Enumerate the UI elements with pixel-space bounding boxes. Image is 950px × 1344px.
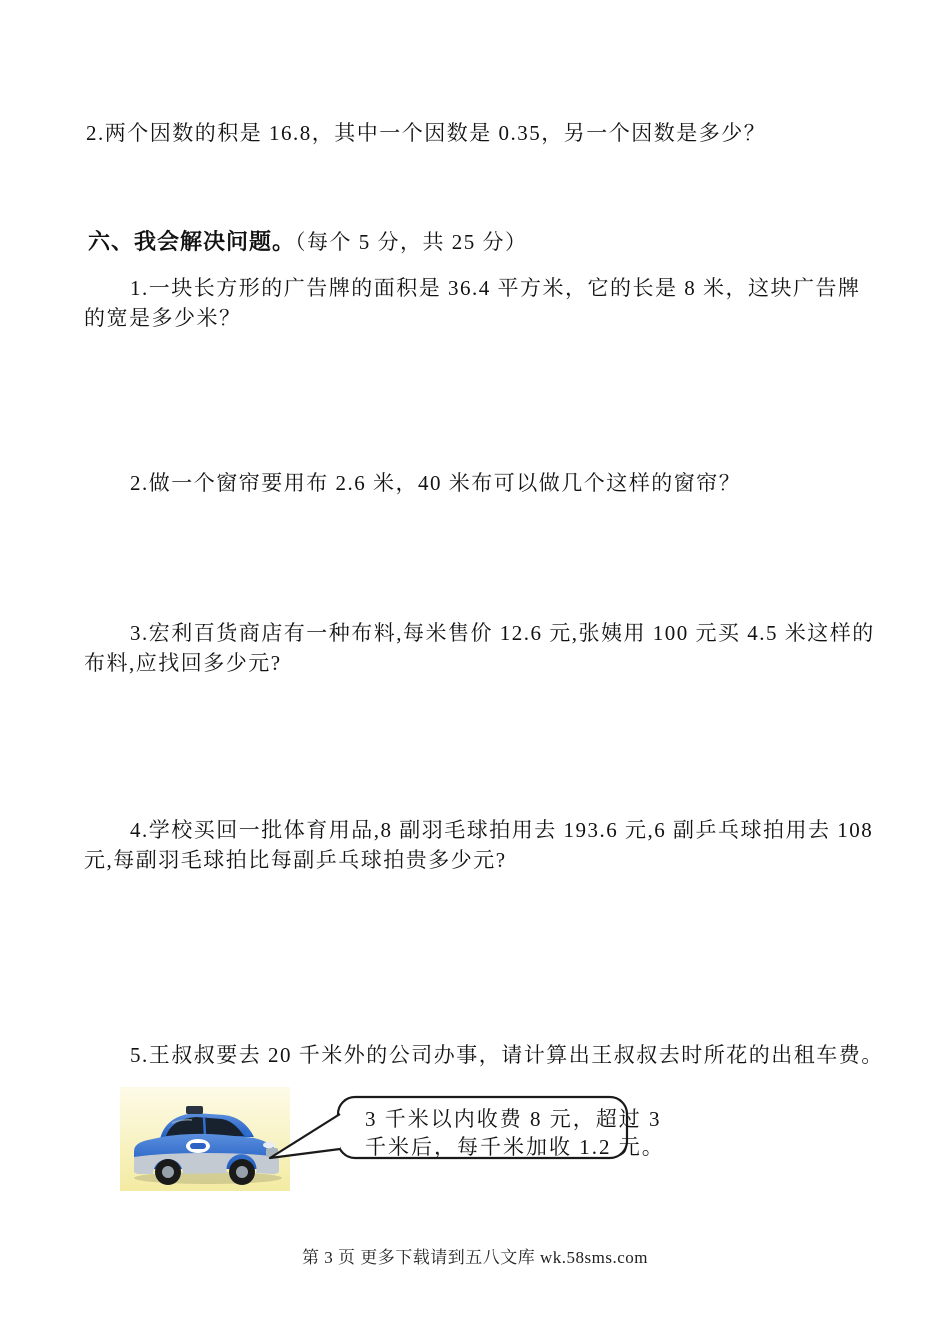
section-title: 六、我会解决问题。 <box>88 229 296 254</box>
taxi-front-hub <box>236 1166 248 1178</box>
problem-4-line-1: 4.学校买回一批体育用品,8 副羽毛球拍用去 193.6 元,6 副乒乓球拍用去 108 <box>130 818 874 842</box>
problem-4-line-2: 元,每副羽毛球拍比每副乒乓球拍贵多少元? <box>84 848 507 872</box>
problem-1-line-1: 1.一块长方形的广告牌的面积是 36.4 平方米，它的长是 8 米，这块广告牌 <box>130 276 861 300</box>
footer-note: 第 3 页 更多下载请到五八文库 wk.58sms.com <box>302 1248 648 1267</box>
fare-bubble-tail <box>270 1114 340 1158</box>
taxi-roof-sign <box>186 1106 203 1114</box>
fare-bubble-line-1: 3 千米以内收费 8 元，超过 3 <box>365 1107 662 1131</box>
problem-3-line-2: 布料,应找回多少元? <box>84 651 282 675</box>
taxi-window-pillar <box>204 1117 205 1136</box>
problem-5-line-1: 5.王叔叔要去 20 千米外的公司办事，请计算出王叔叔去时所花的出租车费。 <box>130 1043 884 1067</box>
section-header <box>88 229 528 255</box>
section-score-note: （每个 5 分，共 25 分） <box>295 230 528 254</box>
taxi-rear-hub <box>162 1166 174 1178</box>
taxi-mirror <box>245 1130 251 1136</box>
problem-2-line-1: 2.做一个窗帘要用布 2.6 米，40 米布可以做几个这样的窗帘？ <box>130 471 742 495</box>
problem-3-line-1: 3.宏利百货商店有一种布料,每米售价 12.6 元,张姨用 100 元买 4.5 米这样的 <box>130 621 875 645</box>
problem-factors: 2.两个因数的积是 16.8，其中一个因数是 0.35，另一个因数是多少？ <box>86 121 767 145</box>
fare-bubble-line-2: 千米后，每千米加收 1.2 元。 <box>365 1135 665 1159</box>
taxi-door-logo-text <box>190 1143 206 1149</box>
problem-1-line-2: 的宽是多少米？ <box>84 306 242 330</box>
